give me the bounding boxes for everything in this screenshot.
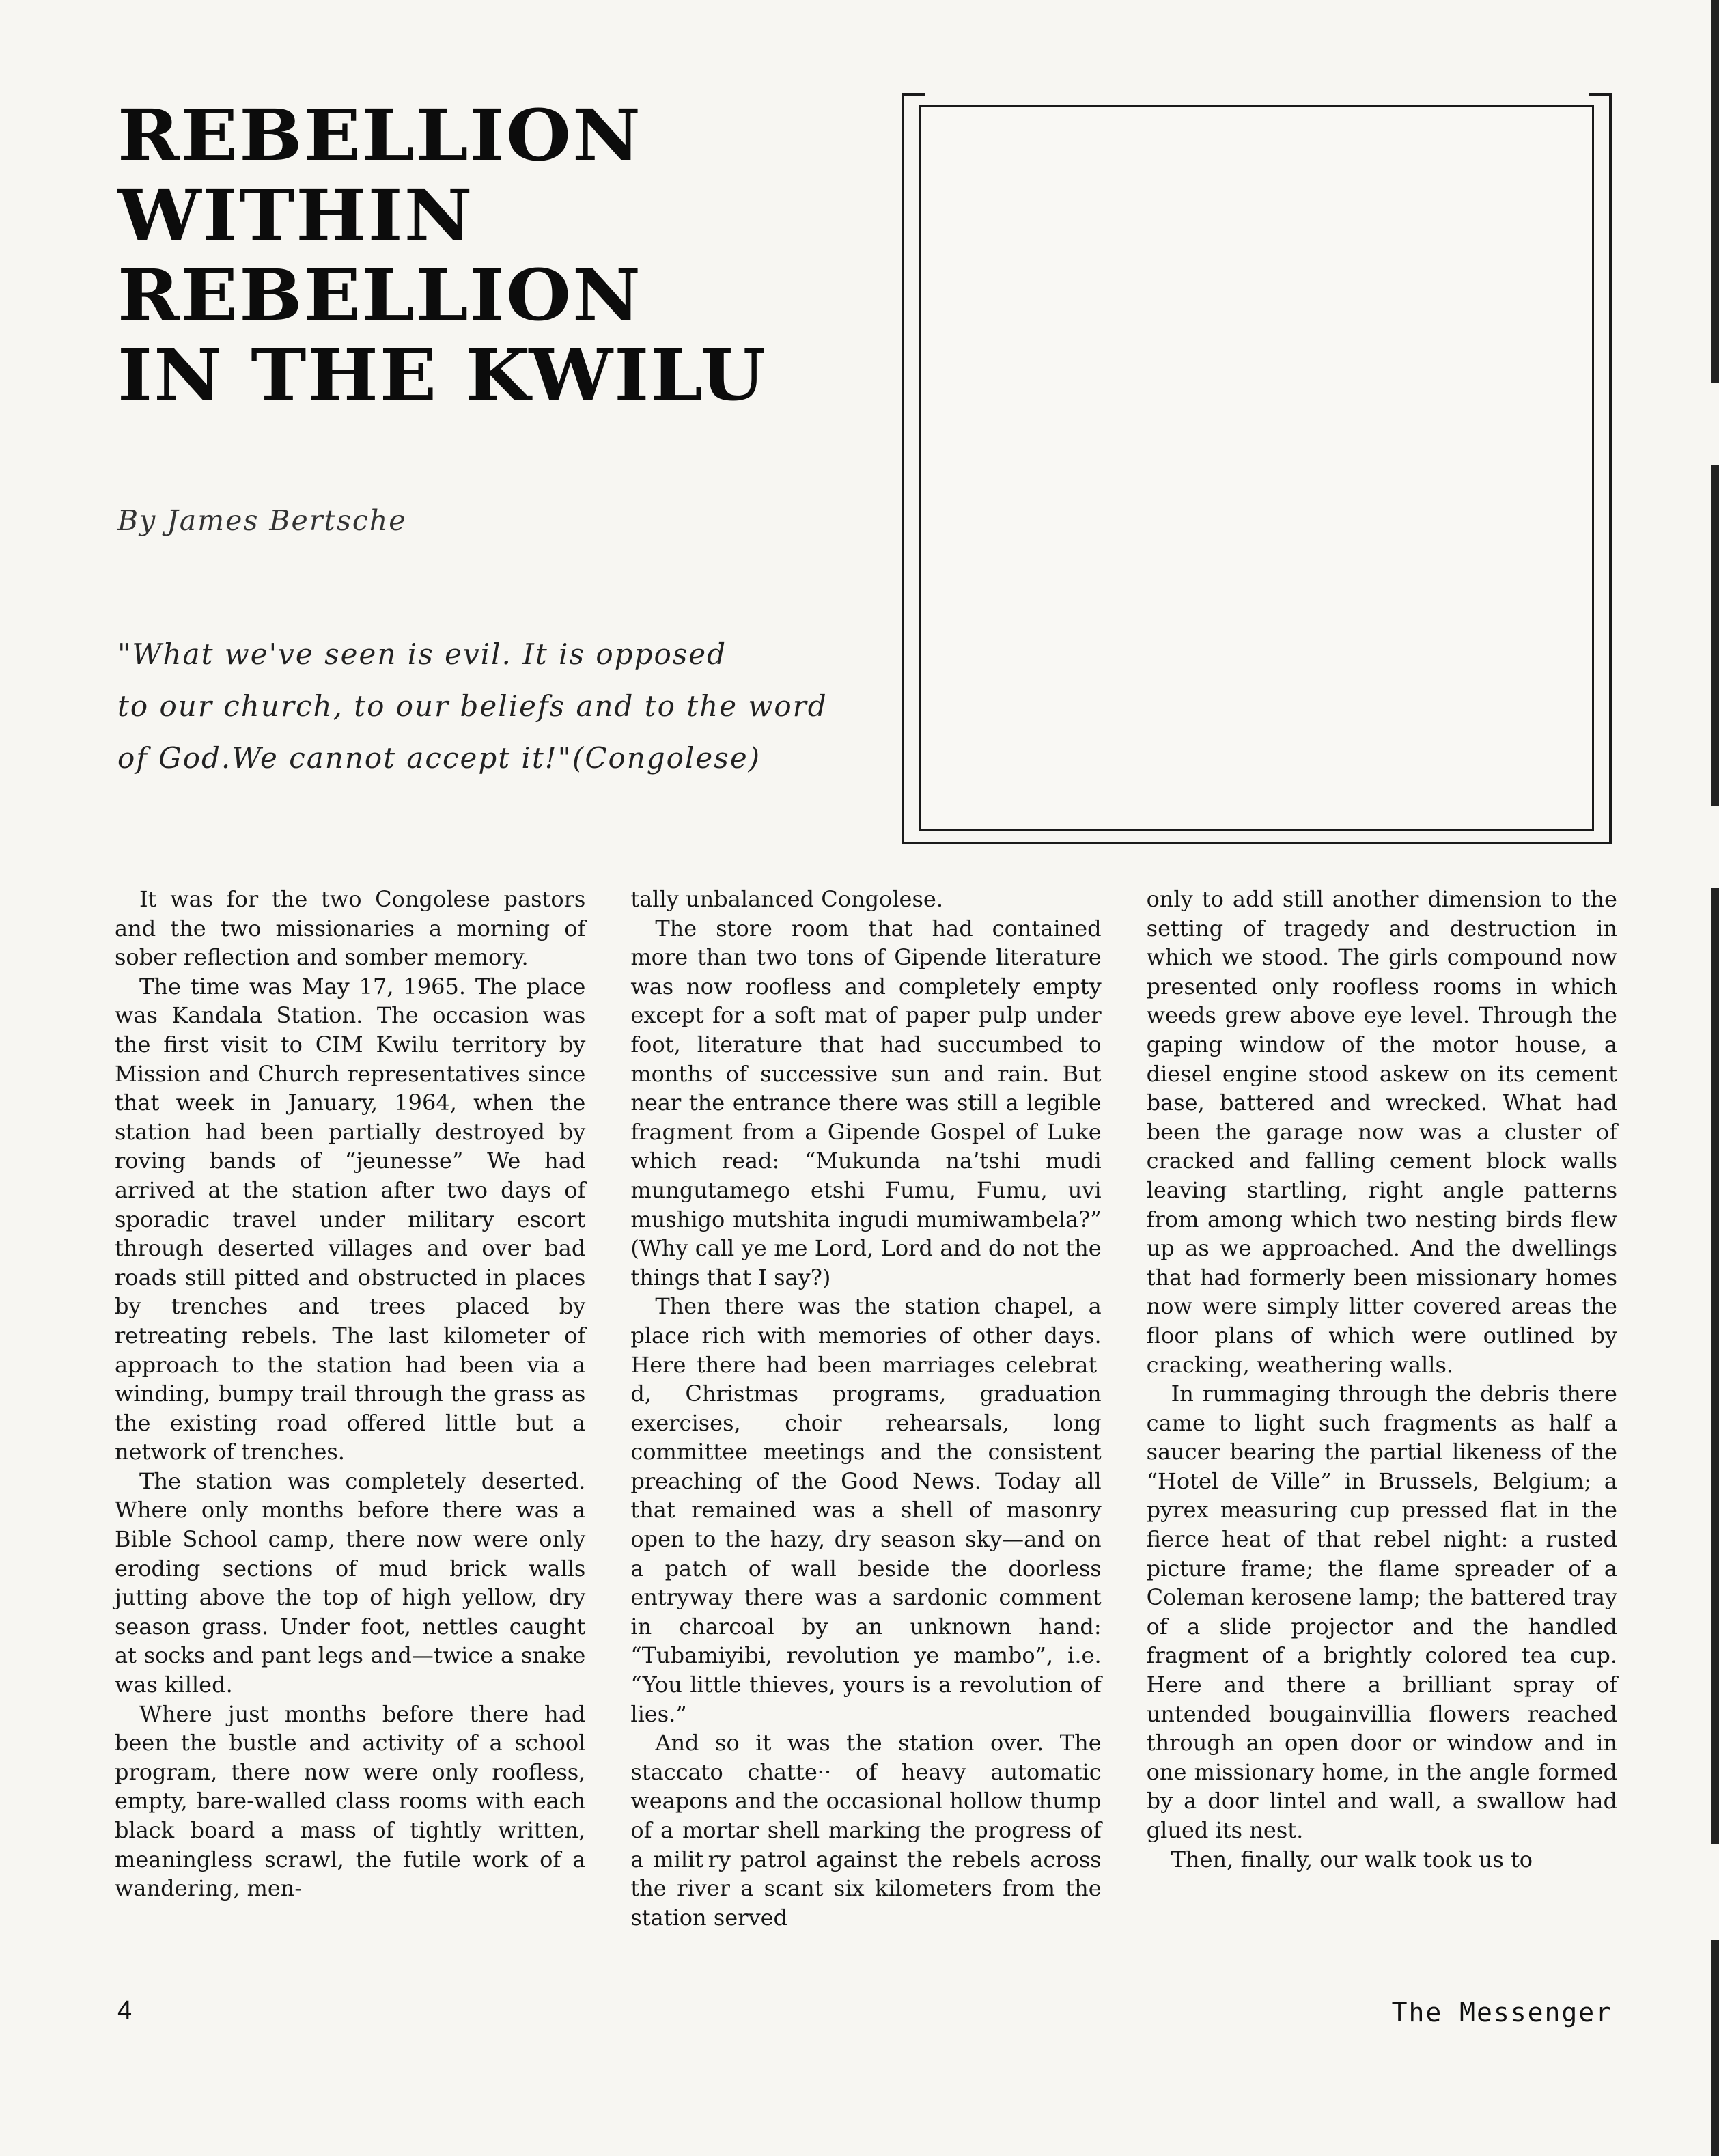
photo-placeholder-frame (902, 93, 1612, 844)
paragraph: The time was May 17, 1965. The place was Kandala Station. The occasion was the first visit to CIM Kwilu territory by Mission and Church representatives since that week in January, 1964, when the station had been partially destroyed by roving bands of “jeunesse” We had arrived at the station after two days of sporadic travel under military escort through deserted villages and over bad roads still pitted and obstructed in places by trenches and trees placed by retreating rebels. The last kilometer of approach to the station had been via a winding, bumpy trail through the grass as the existing road offered little but a network of trenches. (115, 973, 586, 1465)
paragraph: Then there was the station chapel, a place rich with memories of other days. Here there had been marriages celebrat d, Christmas programs, graduation exercises, choir rehearsals, long committee meetings and the consistent preaching of the Good News. Today all that remained was a shell of masonry open to the hazy, dry season sky—and on a patch of wall beside the doorless entryway there was a sardonic comment in charcoal by an unknown hand: “Tubamiyibi, revolution ye mambo”, i.e. “You little thieves, yours is a revolution of lies.” (630, 1293, 1102, 1727)
title-line: IN THE KWILU (117, 334, 767, 417)
paragraph: The store room that had contained more than two tons of Gipende literature was now roofless and completely empty except for a soft mat of paper pulp under foot, literature that had succumbed to months of successive sun and rain. But near the entrance there was still a legible fragment from a Gipende Gospel of Luke which read: “Mukunda na’tshi mudi mungutamego etshi Fumu, Fumu, uvi mushigo mutshita ingudi mumiwambela?” (Why call ye me Lord, Lord and do not the things that I say?) (630, 915, 1102, 1290)
paragraph: only to add still another dimension to the setting of tragedy and destruction in which we stood. The girls compound now presented only roofless rooms in which weeds grew above eye level. Through the gaping window of the motor house, a diesel engine stood askew on its cement base, battered and wrecked. What had been the garage now was a cluster of cracked and falling cement block walls leaving startling, right angle patterns from among which two nesting birds flew up as we approached. And the dwellings that had formerly been missionary homes now were simply litter covered areas the floor plans of which were outlined by cracking, weathering walls. (1146, 886, 1617, 1378)
publication-name: The Messenger (1391, 1998, 1612, 2028)
paragraph: tally unbalanced Congolese. (630, 886, 944, 912)
blank-photo-area (919, 105, 1594, 831)
text-column-1 (115, 885, 585, 1978)
quote-line: of God.We cannot accept it!"(Congolese) (117, 741, 761, 775)
title-line: REBELLION (117, 254, 643, 337)
paragraph: The station was completely deserted. Where only months before there was a Bible School camp, there now were only eroding sections of mud brick walls jutting above the top of high yellow, dry season grass. Under foot, nettles caught at socks and pant legs and—twice a snake was killed. (115, 1467, 586, 1698)
paragraph: In rummaging through the debris there came to light such fragments as half a saucer bearing the partial likeness of the “Hotel de Ville” in Brussels, Belgium; a pyrex measuring cup pressed flat in the fierce heat of that rebel night: a rusted picture frame; the flame spreader of a Coleman kerosene lamp; the battered tray of a slide projector and the handled fragment of a brightly colored tea cup. Here and there a brilliant spray of untended bougainvillia flowers reached through an open door or window and in one missionary home, in the angle formed by a door lintel and wall, a swallow had glued its nest. (1146, 1381, 1617, 1843)
title-line: REBELLION (117, 94, 643, 177)
paragraph: And so it was the station over. The staccato chatte·· of heavy automatic weapons and the occasional hollow thump of a mortar shell marking the progress of a milit ry patrol against the rebels across the river a scant six kilometers from the station served (630, 1730, 1102, 1931)
quote-line: to our church, to our beliefs and to the word (117, 689, 828, 723)
article-body (115, 885, 1617, 1978)
paragraph: Then, finally, our walk took us to (1171, 1846, 1533, 1872)
byline: By James Bertsche (117, 504, 407, 537)
article-title (117, 96, 767, 415)
paragraph: Where just months before there had been the bustle and activity of a school program, there now were only roofless, empty, bare-walled class rooms with each black board a mass of tightly written, meaningless scrawl, the futile work of a wandering, men- (115, 1700, 586, 1902)
paragraph: It was for the two Congolese pastors and the two missionaries a morning of sober reflection and somber memory. (115, 886, 586, 971)
title-line: WITHIN (117, 174, 474, 257)
quote-line: "What we've seen is evil. It is opposed (117, 637, 727, 671)
scan-edge-shadow (1711, 0, 1719, 2156)
text-column-3 (1147, 885, 1617, 1978)
text-column-2 (630, 885, 1101, 1978)
page-number: 4 (117, 1996, 132, 2025)
pull-quote (117, 628, 903, 784)
